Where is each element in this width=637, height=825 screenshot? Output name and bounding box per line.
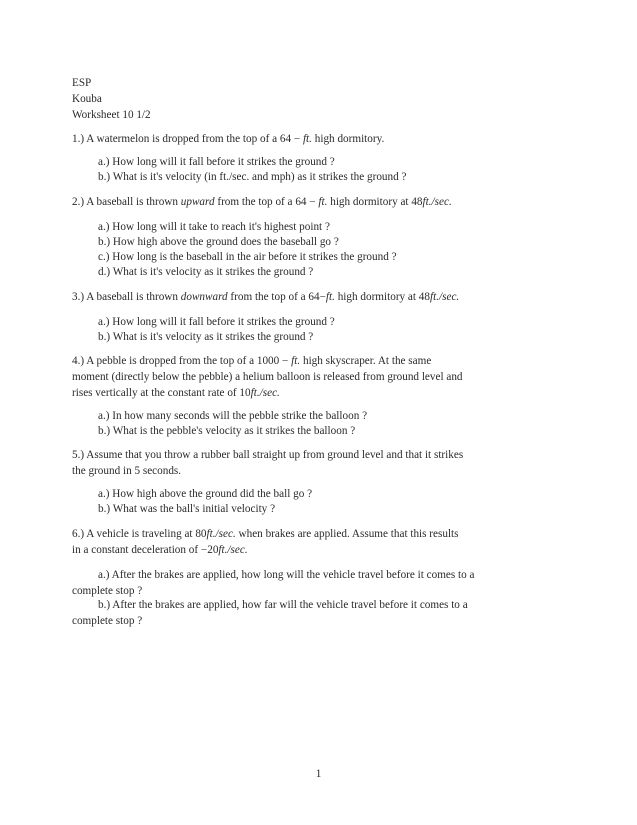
question-2-text: 2.) A baseball is thrown upward from the top of a 64 − ft. high dormitory at 48ft./sec.	[72, 196, 452, 208]
question-4a: a.) In how many seconds will the pebble strike the balloon ?	[98, 410, 368, 422]
question-5b: b.) What was the ball's initial velocity ?	[98, 503, 276, 515]
question-1a: a.) How long will it fall before it strikes the ground ?	[98, 156, 335, 168]
question-2c: c.) How long is the baseball in the air before it strikes the ground ?	[98, 251, 397, 263]
question-3b: b.) What is it's velocity as it strikes the ground ?	[98, 331, 314, 343]
course-name: ESP	[72, 77, 92, 89]
question-5a: a.) How high above the ground did the ball go ?	[98, 488, 313, 500]
question-4b: b.) What is the pebble's velocity as it strikes the balloon ?	[98, 425, 356, 437]
question-5-line-2: the ground in 5 seconds.	[72, 465, 182, 477]
question-5-line-1: 5.) Assume that you throw a rubber ball straight up from ground level and that it strikes	[72, 449, 464, 461]
question-6-line-1: 6.) A vehicle is traveling at 80ft./sec. when brakes are applied. Assume that this results	[72, 528, 459, 540]
question-6a-line-1: a.) After the brakes are applied, how long will the vehicle travel before it comes to a	[98, 569, 475, 581]
question-4-line-1: 4.) A pebble is dropped from the top of a 1000 − ft. high skyscraper. At the same	[72, 355, 432, 367]
question-6b-line-2: complete stop ?	[72, 615, 143, 627]
question-2a: a.) How long will it take to reach it's highest point ?	[98, 221, 330, 233]
question-1b: b.) What is it's velocity (in ft./sec. and mph) as it strikes the ground ?	[98, 171, 407, 183]
question-4-line-3: rises vertically at the constant rate of 10ft./sec.	[72, 387, 280, 399]
question-2d: d.) What is it's velocity as it strikes the ground ?	[98, 266, 314, 278]
question-3-text: 3.) A baseball is thrown downward from the top of a 64−ft. high dormitory at 48ft./sec.	[72, 291, 460, 303]
instructor-name: Kouba	[72, 93, 102, 105]
worksheet-title: Worksheet 10 1/2	[72, 109, 151, 121]
question-6a-line-2: complete stop ?	[72, 585, 143, 597]
question-4-line-2: moment (directly below the pebble) a helium balloon is released from ground level and	[72, 371, 463, 383]
question-1-text: 1.) A watermelon is dropped from the top of a 64 − ft. high dormitory.	[72, 133, 385, 145]
question-6-line-2: in a constant deceleration of −20ft./sec.	[72, 544, 248, 556]
page-number: 1	[315, 768, 322, 780]
question-6b-line-1: b.) After the brakes are applied, how far will the vehicle travel before it comes to a	[98, 599, 468, 611]
question-3a: a.) How long will it fall before it strikes the ground ?	[98, 316, 335, 328]
question-2b: b.) How high above the ground does the baseball go ?	[98, 236, 339, 248]
